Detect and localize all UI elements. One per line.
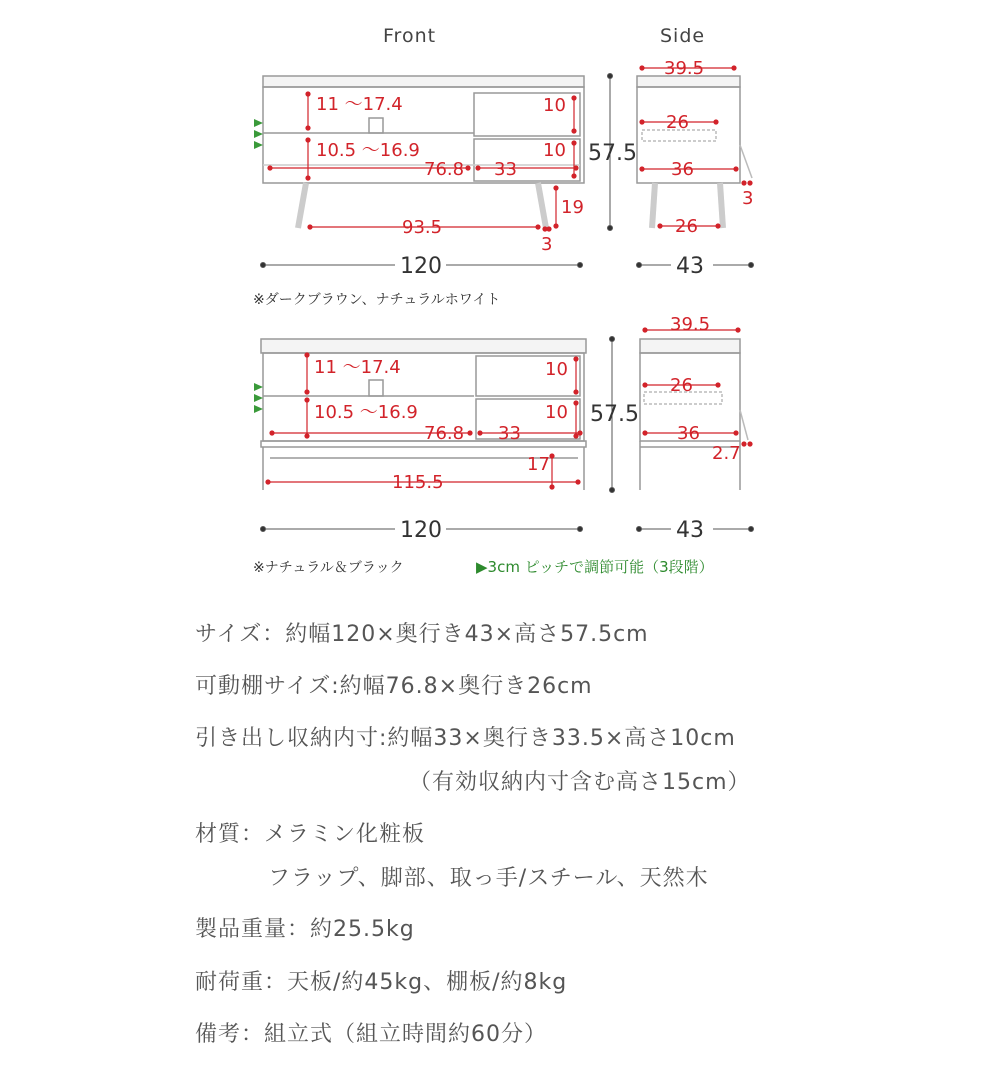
bottom-drawer-lower-height: 10 bbox=[545, 402, 568, 423]
bottom-lower-shelf-height: 10.5 〜16.9 bbox=[314, 402, 418, 423]
top-leg-height: 19 bbox=[561, 197, 584, 218]
top-side-top-depth: 39.5 bbox=[664, 58, 705, 79]
bottom-base-width: 115.5 bbox=[392, 472, 444, 493]
top-leg-span: 93.5 bbox=[402, 217, 443, 238]
top-upper-shelf-height: 11 〜17.4 bbox=[316, 94, 403, 115]
bottom-total-width: 120 bbox=[400, 518, 442, 543]
bottom-side-shelf-depth: 26 bbox=[670, 375, 693, 396]
spec-size: サイズ：約幅120×奥行き43×高さ57.5cm bbox=[195, 622, 649, 647]
spec-material-detail: フラップ、脚部、取っ手/スチール、天然木 bbox=[268, 866, 709, 891]
bottom-inner-width: 76.8 bbox=[424, 423, 465, 444]
top-leg-offset: 3 bbox=[541, 234, 553, 255]
spec-material: 材質：メラミン化粧板 bbox=[195, 822, 426, 847]
top-side-dimension-lines bbox=[640, 66, 752, 228]
bottom-pitch-markers bbox=[254, 383, 263, 413]
top-side-total-depth: 43 bbox=[676, 254, 704, 279]
pitch-adjust-note: ▶3cm ピッチで調節可能（3段階） bbox=[476, 558, 714, 576]
top-side-leg-depth: 26 bbox=[675, 216, 698, 237]
top-front-dimension-lines bbox=[268, 92, 578, 231]
bottom-total-height: 57.5 bbox=[590, 402, 639, 427]
bottom-base-height: 17 bbox=[527, 454, 550, 475]
top-side-view bbox=[637, 76, 752, 228]
bottom-side-flap: 2.7 bbox=[712, 443, 741, 464]
top-front-view bbox=[263, 76, 584, 228]
top-lower-shelf-height: 10.5 〜16.9 bbox=[316, 140, 420, 161]
spec-drawer-size: 引き出し収納内寸:約幅33×奥行き33.5×高さ10cm bbox=[195, 726, 736, 751]
front-view-header: Front bbox=[383, 25, 437, 47]
top-color-note: ※ダークブラウン、ナチュラルホワイト bbox=[253, 292, 501, 308]
top-side-flap: 3 bbox=[742, 188, 754, 209]
top-inner-width: 76.8 bbox=[424, 159, 465, 180]
spec-remarks: 備考：組立式（組立時間約60分） bbox=[195, 1022, 547, 1047]
top-drawer-upper-height: 10 bbox=[543, 95, 566, 116]
bottom-color-note: ※ナチュラル＆ブラック bbox=[253, 560, 404, 576]
top-drawer-width: 33 bbox=[494, 159, 517, 180]
side-view-header: Side bbox=[660, 25, 706, 47]
top-side-drawer-depth: 36 bbox=[671, 159, 694, 180]
top-total-width: 120 bbox=[400, 254, 442, 279]
bottom-drawer-width: 33 bbox=[498, 423, 521, 444]
spec-shelf-size: 可動棚サイズ:約幅76.8×奥行き26cm bbox=[195, 674, 593, 699]
top-total-height: 57.5 bbox=[588, 141, 637, 166]
bottom-side-view bbox=[640, 339, 748, 490]
spec-weight: 製品重量：約25.5kg bbox=[195, 917, 415, 942]
top-drawer-lower-height: 10 bbox=[543, 140, 566, 161]
spec-load: 耐荷重：天板/約45kg、棚板/約8kg bbox=[195, 970, 568, 995]
bottom-side-total-depth: 43 bbox=[676, 518, 704, 543]
spec-drawer-size-note: （有効収納内寸含む高さ15cm） bbox=[409, 770, 751, 795]
bottom-side-top-depth: 39.5 bbox=[670, 314, 711, 335]
bottom-drawer-upper-height: 10 bbox=[545, 359, 568, 380]
top-pitch-markers bbox=[254, 119, 263, 149]
bottom-side-drawer-depth: 36 bbox=[677, 423, 700, 444]
top-side-shelf-depth: 26 bbox=[666, 112, 689, 133]
bottom-upper-shelf-height: 11 〜17.4 bbox=[314, 357, 401, 378]
